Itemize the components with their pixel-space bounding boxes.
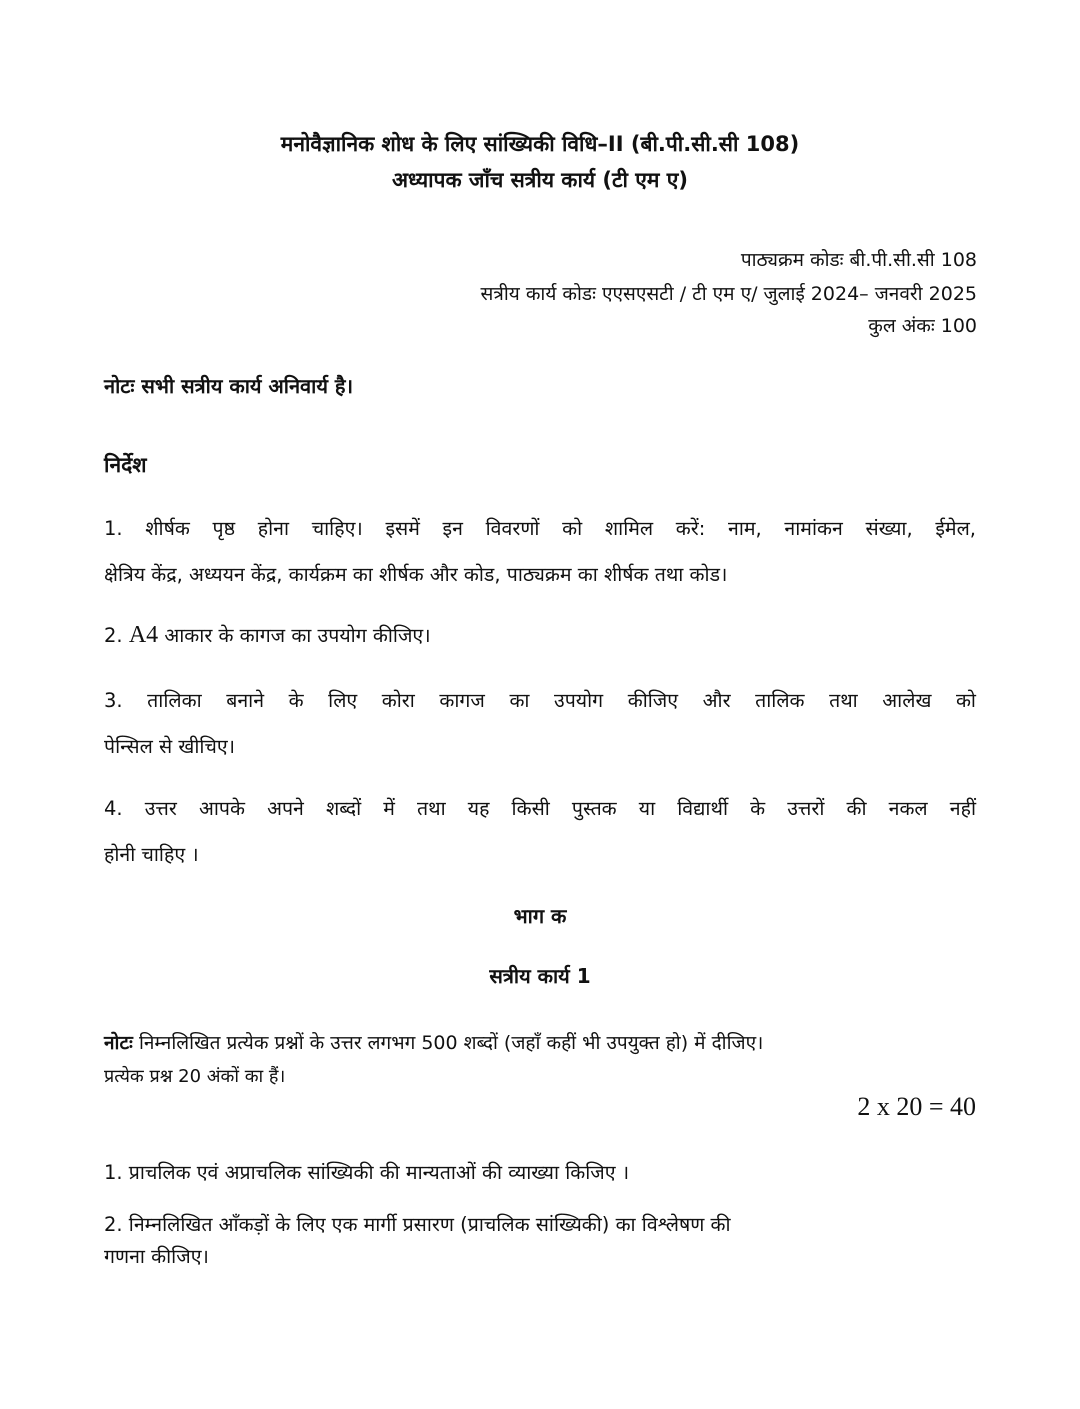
section-note-line-1 [104,1029,763,1055]
instructions-heading: निर्देश [104,453,147,477]
instruction-4-line-2: होनी चाहिए । [104,843,199,866]
marks-distribution: 2 x 20 = 40 [857,1092,976,1121]
instruction-3-line-2: पेन्सिल से खीचिए। [104,735,235,758]
document-subtitle: अध्यापक जाँच सत्रीय कार्य (टी एम ए) [392,168,688,192]
instruction-1-line-2: क्षेत्रिय केंद्र, अध्ययन केंद्र, कार्यक्रम का शीर्षक और कोड, पाठ्यक्रम का शीर्षक तथा कोड। [104,563,728,586]
instruction-3-line-1: 3. तालिका बनाने के लिए कोरा कागज का उपयोग कीजिए और तालिक तथा आलेख को [104,689,976,712]
instruction-2-text: आकार के कागज का उपयोग कीजिए। [164,624,431,647]
instruction-2-number: 2. [104,624,123,647]
instruction-2-paper-size: A4 [128,622,159,648]
instruction-4-line-1: 4. उत्तर आपके अपने शब्दों में तथा यह किसी पुस्तक या विद्यार्थी के उत्तरों की नकल नहीं [104,797,976,820]
instruction-1-line-1: 1. शीर्षक पृष्ठ होना चाहिए। इसमें इन विवरणों को शामिल करें: नाम, नामांकन संख्या, ईमेल, [104,517,976,540]
section-note-text: निम्नलिखित प्रत्येक प्रश्नों के उत्तर लगभग 500 शब्दों (जहाँ कहीं भी उपयुक्त हो) में दीजिए। [138,1032,764,1054]
assignment-heading: सत्रीय कार्य 1 [489,964,591,988]
total-marks: कुल अंकः 100 [868,315,977,337]
document-title: मनोवैज्ञानिक शोध के लिए सांख्यिकी विधि–II (बी.पी.सी.सी 108) [280,132,800,156]
part-heading: भाग क [513,904,567,928]
question-2-line-2: गणना कीजिए। [104,1245,209,1268]
instruction-2 [104,621,431,649]
question-2-line-1: 2. निम्नलिखित आँकड़ों के लिए एक मार्गी प्रसारण (प्राचलिक सांख्यिकी) का विश्लेषण की [104,1213,731,1236]
question-1: 1. प्राचलिक एवं अप्राचलिक सांख्यिकी की मान्यताओं की व्याख्या किजिए । [104,1161,630,1184]
section-note-line-2: प्रत्येक प्रश्न 20 अंकों का हैं। [104,1066,286,1087]
course-code: पाठ्यक्रम कोडः बी.पी.सी.सी 108 [740,249,977,271]
main-note: नोटः सभी सत्रीय कार्य अनिवार्य है। [104,374,354,398]
assignment-code: सत्रीय कार्य कोडः एएसएसटी / टी एम ए/ जुलाई 2024– जनवरी 2025 [480,283,977,305]
section-note-label: नोटः [104,1032,133,1054]
